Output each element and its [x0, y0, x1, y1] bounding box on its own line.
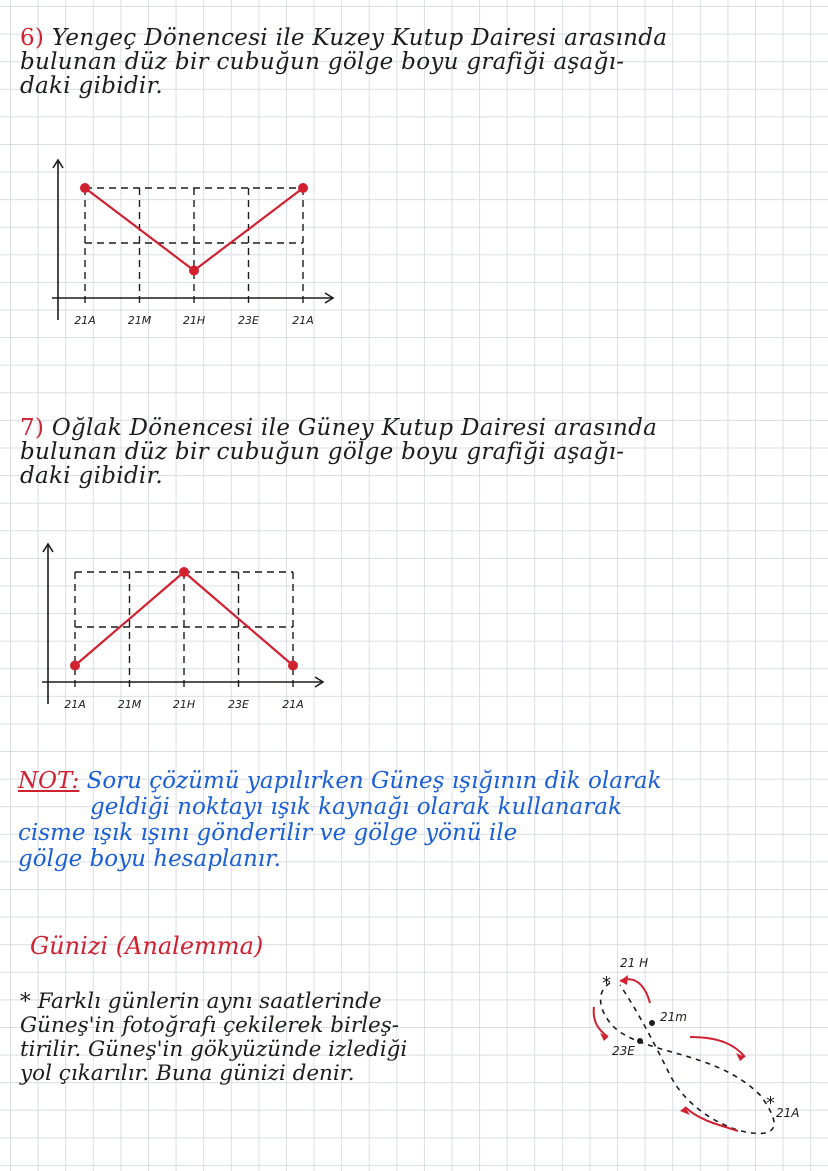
question-6-line-3: daki gibidir.: [20, 73, 163, 99]
note-label: NOT:: [18, 768, 80, 794]
chart-2-svg: [18, 534, 338, 714]
note-line-2: geldiği noktayı ışık kaynağı olarak kullanarak: [90, 794, 622, 820]
x-tick-label-3: 23E: [238, 314, 259, 327]
analemma-label-23e: 23E: [612, 1044, 635, 1058]
data-point-0: [80, 183, 90, 193]
gunizi-line-1: * Farklı günlerin aynı saatlerinde: [20, 989, 382, 1014]
data-point-1: [179, 567, 189, 577]
analemma-diagram: [580, 945, 820, 1145]
gunizi-title: Günizi (Analemma): [30, 932, 264, 960]
note-line-3: cisme ışık ışını gönderilir ve gölge yönü ile: [18, 820, 518, 846]
chart-1-svg: [28, 150, 348, 330]
x-tick-label-0: 21A: [64, 698, 86, 711]
analemma-label-21h: 21 H: [620, 956, 649, 970]
question-7-text: [20, 416, 657, 488]
data-point-2: [298, 183, 308, 193]
question-7-line-1: Oğlak Dönencesi ile Güney Kutup Dairesi arasında: [51, 415, 658, 441]
analemma-star-21a: *: [766, 1093, 775, 1114]
analemma-arrow-left: [594, 1007, 608, 1037]
note-line-4: gölge boyu hesaplanır.: [18, 846, 281, 872]
gunizi-body: [20, 990, 407, 1086]
x-tick-label-3: 23E: [228, 698, 249, 711]
x-tick-label-0: 21A: [74, 314, 96, 327]
data-point-2: [288, 661, 298, 671]
gunizi-line-2: Güneş'in fotoğrafı çekilerek birleş-: [20, 1013, 400, 1038]
note-line-1: Soru çözümü yapılırken Güneş ışığının dik olarak: [86, 768, 662, 794]
gunizi-line-3: tirilir. Güneş'in gökyüzünde izlediği: [20, 1037, 408, 1062]
question-6-number: 6): [20, 25, 45, 51]
question-6-line-2: bulunan düz bir cubuğun gölge boyu grafiği aşağı-: [20, 49, 625, 75]
analemma-arrow-bottom: [685, 1107, 738, 1131]
analemma-star-21h: *: [602, 973, 611, 994]
question-7-number: 7): [20, 415, 45, 441]
shadow-length-chart-2: [18, 534, 338, 714]
question-6-line-1: Yengeç Dönencesi ile Kuzey Kutup Dairesi arasında: [51, 25, 668, 51]
x-tick-label-2: 21H: [172, 698, 196, 711]
question-7-line-3: daki gibidir.: [20, 463, 163, 489]
data-point-0: [70, 661, 80, 671]
note-block: [18, 768, 662, 872]
question-7-line-2: bulunan düz bir cubuğun gölge boyu grafiği aşağı-: [20, 439, 625, 465]
x-tick-label-1: 21M: [117, 698, 142, 711]
analemma-point-23e: [637, 1038, 643, 1044]
analemma-point-21m: [649, 1020, 655, 1026]
analemma-label-21m: 21m: [660, 1010, 687, 1024]
x-tick-label-2: 21H: [182, 314, 206, 327]
analemma-label-21a: 21A: [776, 1106, 800, 1120]
gunizi-line-4: yol çıkarılır. Buna günizi denir.: [20, 1061, 355, 1086]
data-point-1: [189, 266, 199, 276]
analemma-svg: [580, 945, 820, 1145]
x-tick-label-4: 21A: [282, 698, 304, 711]
shadow-length-chart-1: [28, 150, 348, 330]
question-6-text: [20, 26, 667, 98]
x-tick-label-1: 21M: [127, 314, 152, 327]
x-tick-label-4: 21A: [292, 314, 314, 327]
